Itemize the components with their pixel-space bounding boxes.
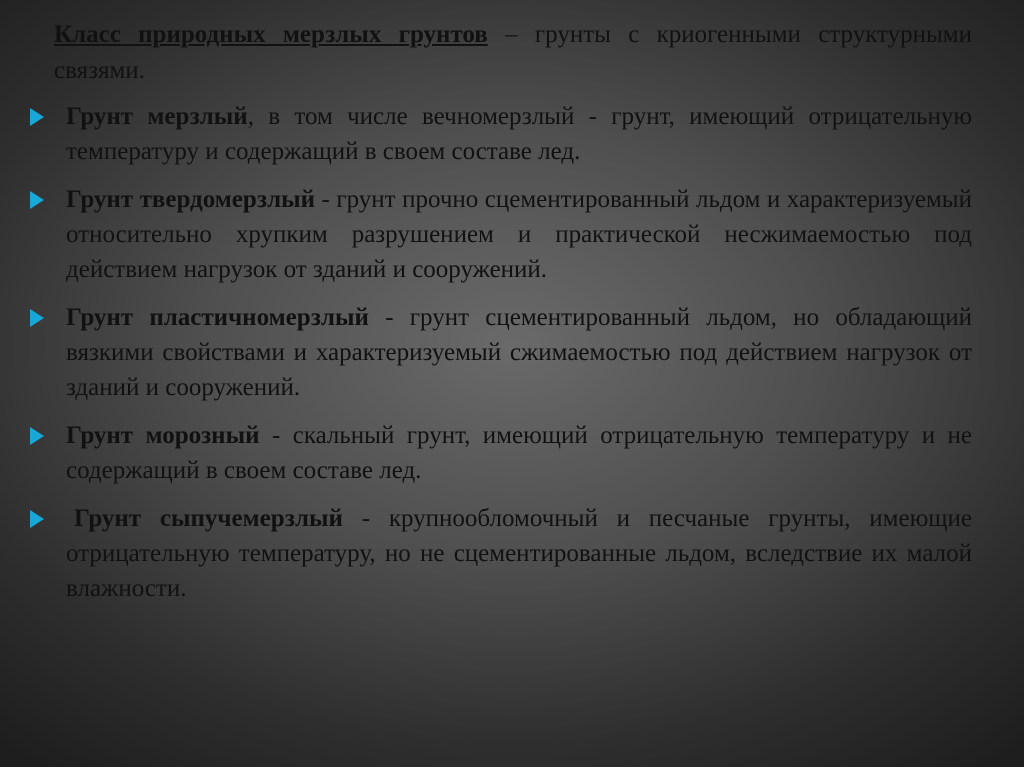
item-term: Грунт пластичномерзлый: [66, 304, 369, 331]
intro-term: Класс природных мерзлых грунтов: [54, 21, 488, 48]
list-item: [30, 501, 972, 606]
item-term: Грунт мерзлый: [66, 103, 248, 130]
triangle-bullet-icon: [30, 427, 44, 445]
item-text: - крупнообломочный и песчаные грунты, имеющие отрицательную температуру, но не сцементированные льдом, вследствие их малой влажности.: [66, 505, 972, 602]
item-text: - грунт сцементированный льдом, но обладающий вязкими свойствами и характеризуемый сжимаемостью под действием нагрузок от зданий и сооружений.: [66, 304, 972, 401]
list-item: [30, 99, 972, 169]
item-text: , в том числе вечномерзлый - грунт, имеющий отрицательную температуру и содержащий в своем составе лед.: [66, 103, 973, 165]
triangle-bullet-icon: [30, 191, 44, 209]
item-term: Грунт морозный: [66, 422, 260, 449]
list-item: [30, 418, 972, 488]
triangle-bullet-icon: [30, 510, 44, 528]
list-item: [30, 182, 972, 287]
item-term: Грунт твердомерзлый: [66, 186, 316, 213]
intro-paragraph: [30, 17, 972, 89]
triangle-bullet-icon: [30, 309, 44, 327]
slide-content: [30, 17, 972, 619]
triangle-bullet-icon: [30, 108, 44, 126]
intro-text: – грунты с криогенными структурными связями.: [54, 21, 972, 84]
item-text: - грунт прочно сцементированный льдом и характеризуемый относительно хрупким разрушением и практической несжимаемостью под действием нагрузок от зданий и сооружений.: [66, 186, 972, 283]
list-item: [30, 300, 972, 405]
item-text: - скальный грунт, имеющий отрицательную температуру и не содержащий в своем составе лед.: [66, 422, 972, 484]
item-term: Грунт сыпучемерзлый: [74, 505, 343, 532]
